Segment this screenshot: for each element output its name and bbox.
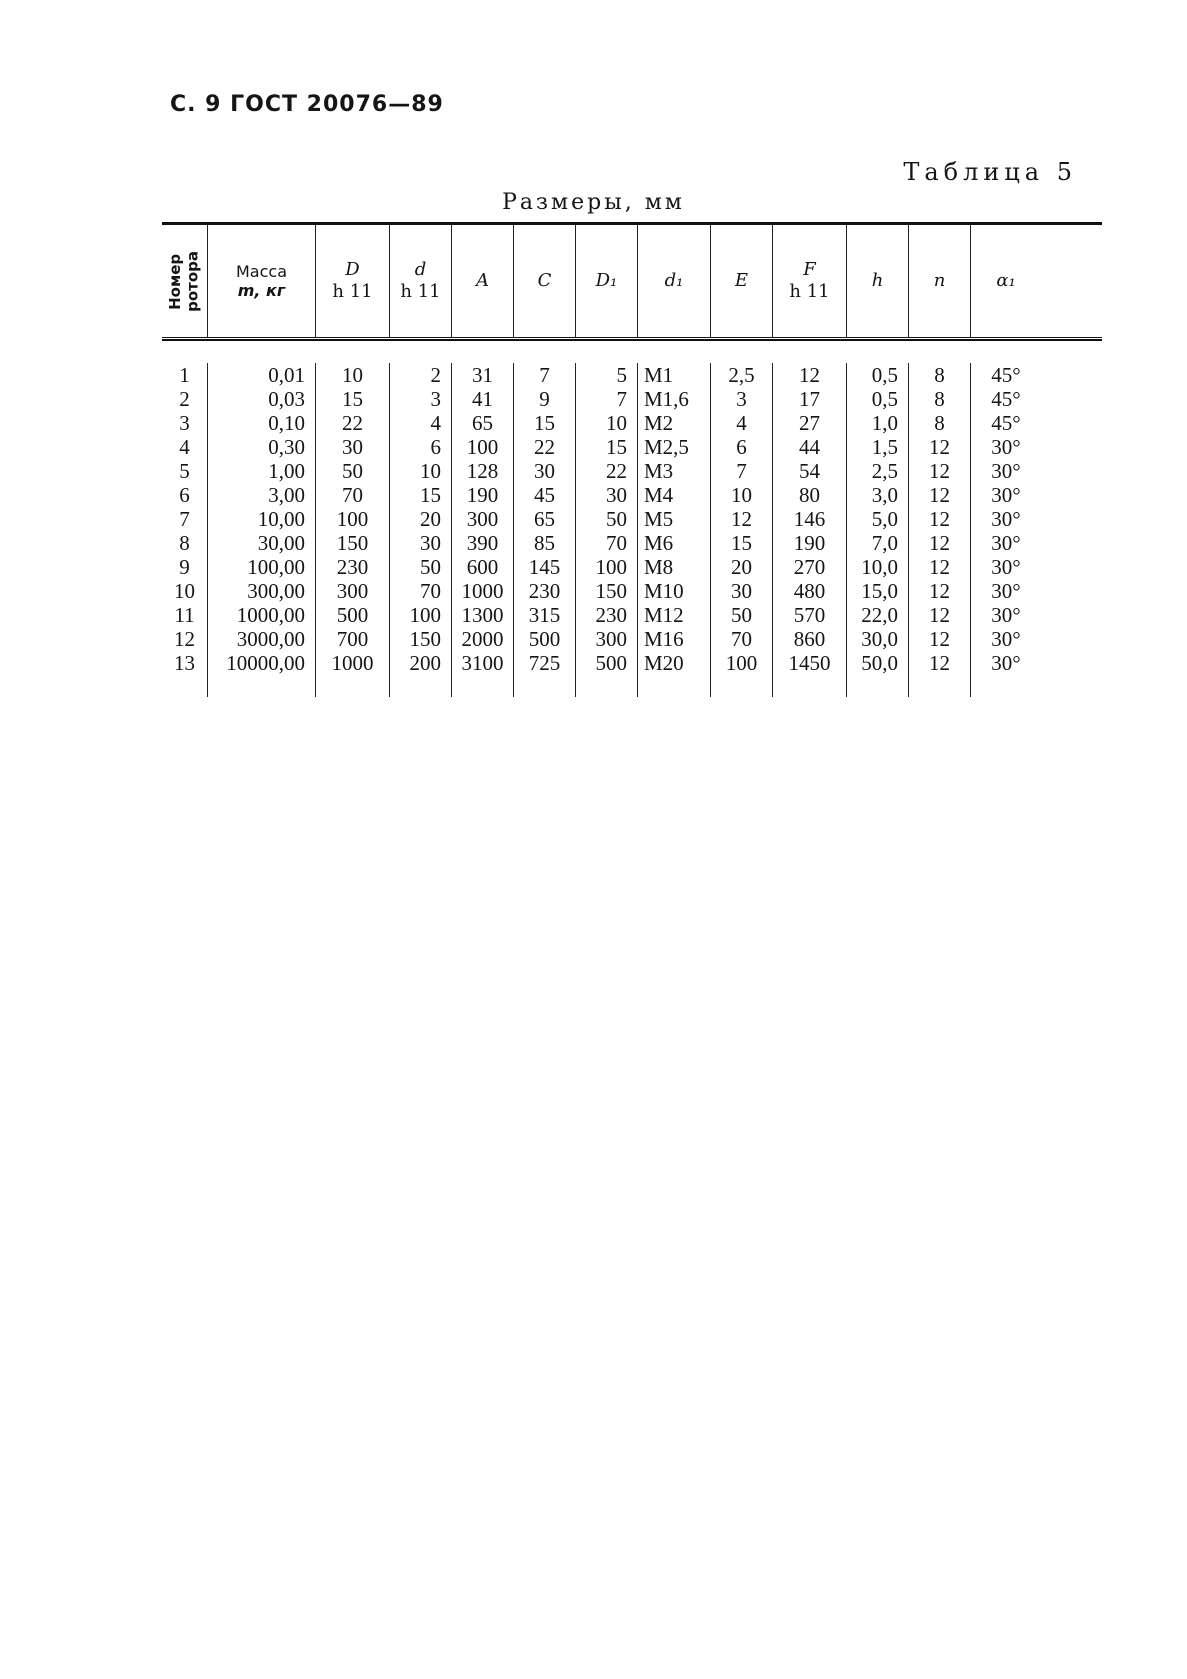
header-h: h (846, 225, 908, 337)
table-cell: 20 (420, 507, 441, 531)
table-cell: 15,0 (861, 579, 898, 603)
table-cell: 8 (934, 363, 945, 387)
table-cell: 1,5 (871, 435, 898, 459)
table-cell: 0,30 (268, 435, 305, 459)
table-cell: 20 (731, 555, 752, 579)
table-cell: 41 (472, 387, 493, 411)
table-cell: 300 (595, 627, 627, 651)
table-cell: М5 (644, 507, 674, 531)
table-cell: 7 (539, 363, 550, 387)
table-cell: 0,5 (871, 387, 898, 411)
table-cell: 70 (342, 483, 363, 507)
table-cell: 12 (929, 531, 950, 555)
table-cell: 11 (174, 603, 195, 627)
table-cell: 146 (793, 507, 826, 531)
table-cell: 30° (991, 555, 1021, 579)
table-body (162, 341, 1102, 697)
table-cell: 31 (472, 363, 493, 387)
table-cell: 12 (929, 579, 950, 603)
table-header-row (162, 225, 1102, 337)
table-cell: 200 (409, 651, 441, 675)
table-cell: М8 (644, 555, 674, 579)
table-cell: 22,0 (861, 603, 898, 627)
table-cell: 150 (595, 579, 627, 603)
table-cell: 128 (466, 459, 499, 483)
table-cell: 17 (799, 387, 820, 411)
table-cell: 100 (336, 507, 369, 531)
page-header: С. 9 ГОСТ 20076—89 (170, 92, 444, 117)
table-cell: 8 (179, 531, 190, 555)
table-cell: 45° (991, 387, 1021, 411)
table-cell: 70 (606, 531, 627, 555)
column-n (908, 363, 970, 697)
table-cell: 70 (420, 579, 441, 603)
table-cell: 45° (991, 363, 1021, 387)
table-cell: М4 (644, 483, 674, 507)
table-cell: М3 (644, 459, 674, 483)
table-cell: 12 (929, 651, 950, 675)
table-cell: М12 (644, 603, 684, 627)
table-cell: 7 (736, 459, 747, 483)
table-cell: 1000 (331, 651, 374, 675)
header-mass: Масса m, кг (207, 225, 315, 337)
table-cell: 50 (606, 507, 627, 531)
table-cell: 700 (336, 627, 369, 651)
table-cell: 30,00 (257, 531, 305, 555)
table-cell: 3 (179, 411, 190, 435)
units-caption: Размеры, мм (502, 190, 685, 215)
table-cell: 30 (731, 579, 752, 603)
table-cell: 50 (342, 459, 363, 483)
table-cell: 30° (991, 459, 1021, 483)
table-cell: 15 (534, 411, 555, 435)
table-cell: 12 (929, 555, 950, 579)
table-cell: 12 (929, 603, 950, 627)
table-cell: 50 (731, 603, 752, 627)
table-cell: 3 (430, 387, 441, 411)
table-cell: 10 (342, 363, 363, 387)
header-d1: d₁ (637, 225, 710, 337)
header-d: d h 11 (389, 225, 451, 337)
table-cell: 570 (793, 603, 826, 627)
column-D (315, 363, 389, 697)
header-alpha1: α₁ (970, 225, 1041, 337)
table-cell: 315 (528, 603, 561, 627)
table-cell: 1000,00 (236, 603, 305, 627)
table-cell: 6 (430, 435, 441, 459)
table-cell: 12 (929, 507, 950, 531)
table-cell: 45 (534, 483, 555, 507)
table-cell: 1,0 (871, 411, 898, 435)
header-E: E (710, 225, 772, 337)
table-cell: 30 (606, 483, 627, 507)
column-rotor-no (162, 363, 207, 697)
table-cell: 30° (991, 531, 1021, 555)
table-cell: 100 (466, 435, 499, 459)
table-cell: 3000,00 (236, 627, 305, 651)
table-cell: 8 (934, 387, 945, 411)
column-E (710, 363, 772, 697)
table-cell: 3,0 (871, 483, 898, 507)
table-cell: 500 (595, 651, 627, 675)
table-cell: 30° (991, 507, 1021, 531)
table-cell: 2,5 (728, 363, 755, 387)
table-cell: 0,01 (268, 363, 305, 387)
table-cell: 3 (736, 387, 747, 411)
table-cell: 10 (420, 459, 441, 483)
table-cell: 150 (409, 627, 441, 651)
table-cell: 30° (991, 603, 1021, 627)
table-cell: 22 (534, 435, 555, 459)
table-cell: 2 (430, 363, 441, 387)
column-C (513, 363, 575, 697)
table-cell: 22 (342, 411, 363, 435)
table-cell: 10 (731, 483, 752, 507)
table-cell: 12 (799, 363, 820, 387)
table-cell: 30 (420, 531, 441, 555)
table-cell: 100 (409, 603, 441, 627)
header-C: C (513, 225, 575, 337)
table-cell: 10000,00 (226, 651, 305, 675)
table-cell: 3,00 (268, 483, 305, 507)
table-cell: 100,00 (247, 555, 305, 579)
table-cell: М10 (644, 579, 684, 603)
table-cell: 12 (731, 507, 752, 531)
table-cell: 6 (736, 435, 747, 459)
table-cell: 6 (179, 483, 190, 507)
table-cell: 480 (793, 579, 826, 603)
table-cell: 100 (595, 555, 627, 579)
table-cell: 0,5 (871, 363, 898, 387)
table-cell: 600 (466, 555, 499, 579)
table-cell: 9 (179, 555, 190, 579)
column-alpha1 (970, 363, 1041, 697)
table-cell: 65 (472, 411, 493, 435)
table-cell: 45° (991, 411, 1021, 435)
table-cell: 65 (534, 507, 555, 531)
table-cell: 190 (466, 483, 499, 507)
column-F (772, 363, 846, 697)
table-cell: 30° (991, 651, 1021, 675)
table-cell: 230 (336, 555, 369, 579)
table-cell: 4 (736, 411, 747, 435)
table-cell: 0,10 (268, 411, 305, 435)
table-cell: 300 (336, 579, 369, 603)
table-cell: 1000 (461, 579, 504, 603)
table-cell: 27 (799, 411, 820, 435)
table-cell: 7,0 (871, 531, 898, 555)
table-cell: 190 (793, 531, 826, 555)
header-n: n (908, 225, 970, 337)
table-cell: 12 (929, 483, 950, 507)
column-d (389, 363, 451, 697)
table-cell: 725 (528, 651, 561, 675)
table-cell: 15 (420, 483, 441, 507)
table-cell: 30 (342, 435, 363, 459)
column-A (451, 363, 513, 697)
table-cell: 5 (616, 363, 627, 387)
table-number: Таблица 5 (903, 158, 1077, 186)
table-cell: 30,0 (861, 627, 898, 651)
table-cell: 0,03 (268, 387, 305, 411)
table-cell: 13 (174, 651, 195, 675)
table-cell: 2000 (461, 627, 504, 651)
table-cell: 30 (534, 459, 555, 483)
table-cell: 10 (174, 579, 195, 603)
table-cell: 80 (799, 483, 820, 507)
table-cell: М6 (644, 531, 674, 555)
table-cell: 3100 (461, 651, 504, 675)
table-cell: 15 (731, 531, 752, 555)
table-cell: 15 (342, 387, 363, 411)
table-cell: 8 (934, 411, 945, 435)
table-cell: 230 (528, 579, 561, 603)
table-cell: 30° (991, 483, 1021, 507)
header-F: F h 11 (772, 225, 846, 337)
column-mass (207, 363, 315, 697)
header-A: A (451, 225, 513, 337)
table-cell: 9 (539, 387, 550, 411)
table-cell: 300 (466, 507, 499, 531)
table-cell: М2 (644, 411, 674, 435)
column-D1 (575, 363, 637, 697)
table-cell: 1450 (788, 651, 831, 675)
table-cell: 145 (528, 555, 561, 579)
table-cell: 150 (336, 531, 369, 555)
header-rotor-no: Номер ротора (166, 250, 202, 312)
table-cell: М1 (644, 363, 674, 387)
dimensions-table (162, 222, 1102, 697)
table-cell: 12 (174, 627, 195, 651)
table-cell: 4 (179, 435, 190, 459)
table-cell: 15 (606, 435, 627, 459)
table-cell: М16 (644, 627, 684, 651)
table-cell: 70 (731, 627, 752, 651)
table-cell: 100 (725, 651, 758, 675)
table-cell: 860 (793, 627, 826, 651)
table-cell: 1,00 (268, 459, 305, 483)
header-D: D h 11 (315, 225, 389, 337)
table-cell: 5 (179, 459, 190, 483)
table-cell: 2 (179, 387, 190, 411)
column-d1 (637, 363, 710, 697)
table-cell: 5,0 (871, 507, 898, 531)
table-cell: 10,0 (861, 555, 898, 579)
table-cell: 44 (799, 435, 820, 459)
table-cell: 50 (420, 555, 441, 579)
table-cell: 390 (466, 531, 499, 555)
table-cell: 300,00 (247, 579, 305, 603)
table-cell: 500 (336, 603, 369, 627)
table-cell: 50,0 (861, 651, 898, 675)
header-D1: D₁ (575, 225, 637, 337)
table-cell: 10 (606, 411, 627, 435)
table-cell: 12 (929, 627, 950, 651)
table-cell: 2,5 (871, 459, 898, 483)
table-cell: 270 (793, 555, 826, 579)
table-cell: 230 (595, 603, 627, 627)
column-h (846, 363, 908, 697)
table-cell: 12 (929, 435, 950, 459)
table-cell: 30° (991, 627, 1021, 651)
table-cell: М20 (644, 651, 684, 675)
table-cell: 54 (799, 459, 820, 483)
table-cell: М1,6 (644, 387, 689, 411)
table-cell: 1300 (461, 603, 504, 627)
table-cell: 30° (991, 435, 1021, 459)
table-cell: 7 (179, 507, 190, 531)
table-cell: 30° (991, 579, 1021, 603)
table-cell: 10,00 (257, 507, 305, 531)
table-cell: 4 (430, 411, 441, 435)
table-cell: 12 (929, 459, 950, 483)
table-cell: 22 (606, 459, 627, 483)
table-cell: 1 (179, 363, 190, 387)
table-cell: 500 (528, 627, 561, 651)
table-cell: М2,5 (644, 435, 689, 459)
table-cell: 7 (616, 387, 627, 411)
table-cell: 85 (534, 531, 555, 555)
